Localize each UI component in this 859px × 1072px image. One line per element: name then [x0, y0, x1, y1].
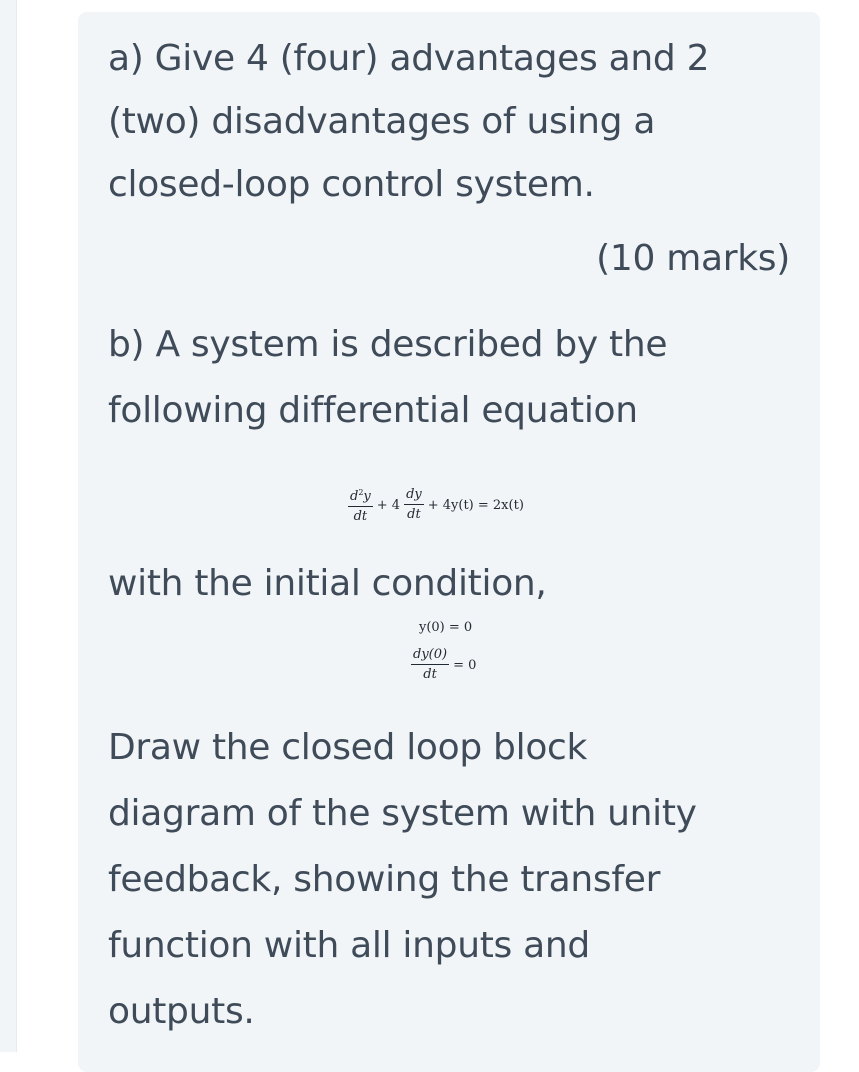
fraction-denominator: dt [423, 667, 437, 682]
instruction-line: Draw the closed loop block [108, 727, 588, 768]
fraction-numerator: dy [404, 488, 424, 505]
left-scroll-rail [0, 0, 17, 1052]
fraction-numerator: dy(0) [411, 648, 449, 665]
initial-derivative-fraction [411, 648, 449, 682]
instruction-text [108, 715, 697, 1045]
fraction-numerator: $d^2y$ [348, 486, 373, 507]
part-a-line: closed-loop control system. [108, 164, 595, 205]
initial-condition-dy [411, 648, 476, 682]
first-derivative-term [404, 488, 424, 522]
equation-operator: + 4 [376, 497, 401, 513]
part-a-text [108, 27, 709, 216]
part-a-line: (two) disadvantages of using a [108, 101, 656, 142]
differential-equation [348, 486, 525, 524]
fraction-denominator: dt [407, 507, 421, 522]
initial-condition-label: with the initial condition, [108, 563, 547, 604]
fraction-denominator: dt [353, 509, 368, 524]
initial-condition-y: y(0) = 0 [419, 620, 473, 635]
part-b-text [108, 312, 667, 444]
instruction-line: feedback, showing the transfer [108, 859, 661, 900]
part-b-line: b) A system is described by the [108, 324, 668, 365]
instruction-line: function with all inputs and [108, 925, 590, 966]
marks-label: (10 marks) [596, 238, 790, 279]
part-b-line: following differential equation [108, 390, 638, 431]
equation-remainder: + 4y(t) = 2x(t) [427, 497, 524, 513]
question-card [78, 12, 820, 1072]
instruction-line: diagram of the system with unity [108, 793, 697, 834]
initial-derivative-value: = 0 [453, 657, 477, 673]
part-a-line: a) Give 4 (four) advantages and 2 [108, 38, 710, 79]
instruction-line: outputs. [108, 991, 255, 1032]
second-derivative-term [348, 486, 373, 524]
